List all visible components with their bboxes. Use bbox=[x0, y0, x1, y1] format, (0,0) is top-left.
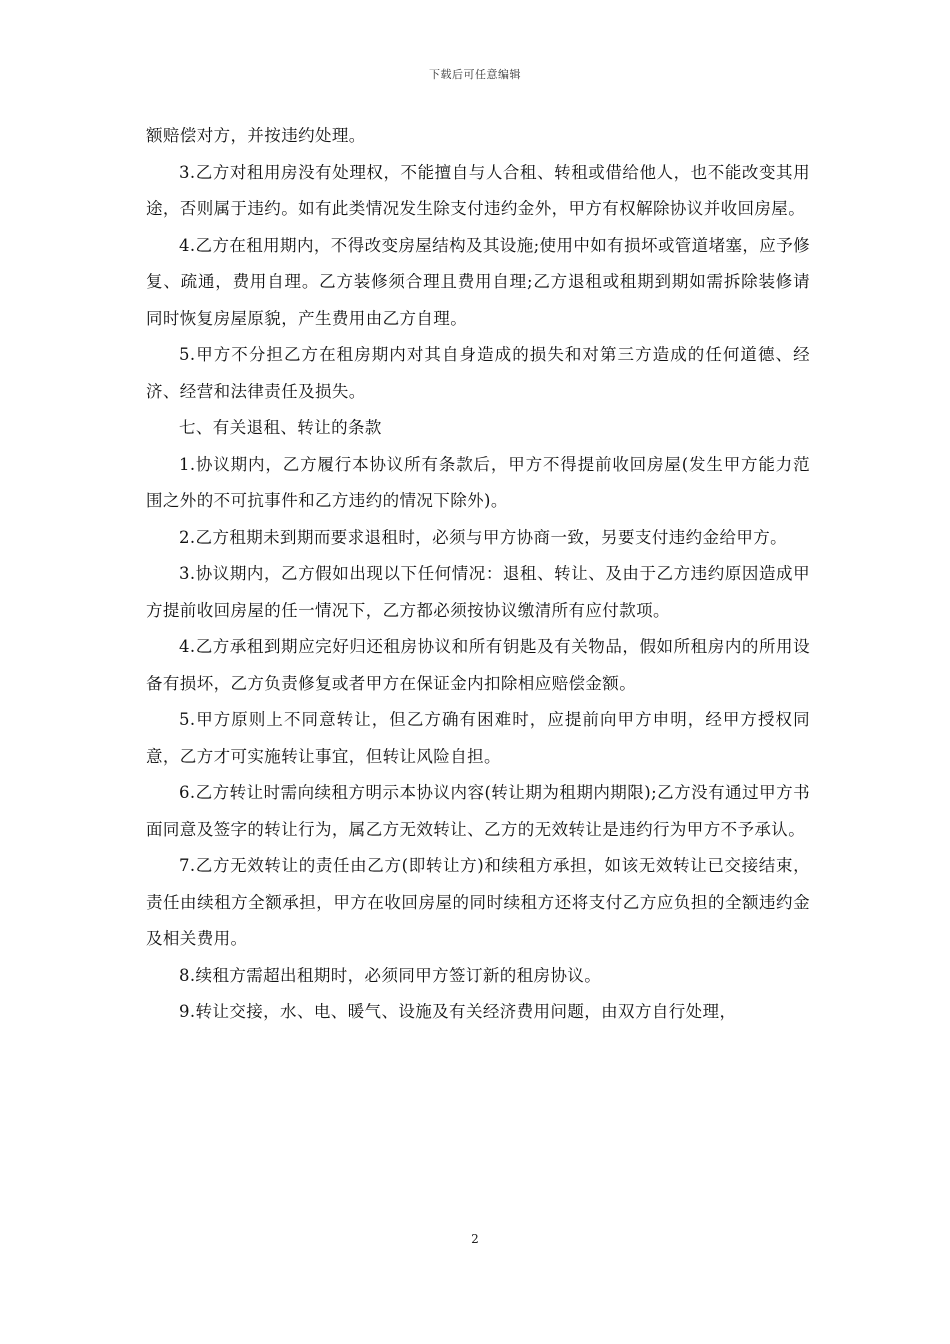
page-number: 2 bbox=[471, 1232, 479, 1246]
paragraph: 2.乙方租期未到期而要求退租时，必须与甲方协商一致，另要支付违约金给甲方。 bbox=[179, 527, 788, 547]
paragraph: 3.协议期内，乙方假如出现以下任何情况：退租、转让、及由于乙方违约原因造成甲方提前收回房屋的任一情况下，乙方都必须按协议缴清所有应付款项。 bbox=[146, 564, 810, 620]
paragraph: 6.乙方转让时需向续租方明示本协议内容(转让期为租期内期限);乙方没有通过甲方书面同意及签字的转让行为，属乙方无效转让、乙方的无效转让是违约行为甲方不予承认。 bbox=[146, 783, 810, 839]
paragraph: 5.甲方不分担乙方在租房期内对其自身造成的损失和对第三方造成的任何道德、经济、经营和法律责任及损失。 bbox=[146, 345, 810, 401]
paragraph: 3.乙方对租用房没有处理权，不能擅自与人合租、转租或借给他人，也不能改变其用途，否则属于违约。如有此类情况发生除支付违约金外，甲方有权解除协议并收回房屋。 bbox=[146, 162, 810, 218]
paragraph: 7.乙方无效转让的责任由乙方(即转让方)和续租方承担，如该无效转让已交接结束，责任由续租方全额承担，甲方在收回房屋的同时续租方还将支付乙方应负担的全额违约金及相关费用。 bbox=[146, 856, 810, 948]
paragraph: 4.乙方在租用期内，不得改变房屋结构及其设施;使用中如有损坏或管道堵塞，应予修复、疏通，费用自理。乙方装修须合理且费用自理;乙方退租或租期到期如需拆除装修请同时恢复房屋原貌，产生费用由乙方自理。 bbox=[146, 235, 810, 328]
paragraph: 9.转让交接，水、电、暖气、设施及有关经济费用问题，由双方自行处理， bbox=[179, 1002, 737, 1021]
paragraph: 5.甲方原则上不同意转让，但乙方确有困难时，应提前向甲方申明，经甲方授权同意，乙方才可实施转让事宜，但转让风险自担。 bbox=[146, 710, 810, 766]
paragraph: 1.协议期内，乙方履行本协议所有条款后，甲方不得提前收回房屋(发生甲方能力范围之外的不可抗事件和乙方违约的情况下除外)。 bbox=[146, 454, 810, 510]
body-text bbox=[146, 118, 810, 1031]
paragraph: 额赔偿对方，并按违约处理。 bbox=[146, 126, 366, 145]
paragraph: 8.续租方需超出租期时，必须同甲方签订新的租房协议。 bbox=[179, 965, 602, 985]
page-header: 下载后可任意编辑 bbox=[429, 68, 521, 81]
section-heading: 七、有关退租、转让的条款 bbox=[179, 418, 382, 437]
paragraph: 4.乙方承租到期应完好归还租房协议和所有钥匙及有关物品，假如所租房内的所用设备有损坏，乙方负责修复或者甲方在保证金内扣除相应赔偿金额。 bbox=[146, 637, 810, 693]
